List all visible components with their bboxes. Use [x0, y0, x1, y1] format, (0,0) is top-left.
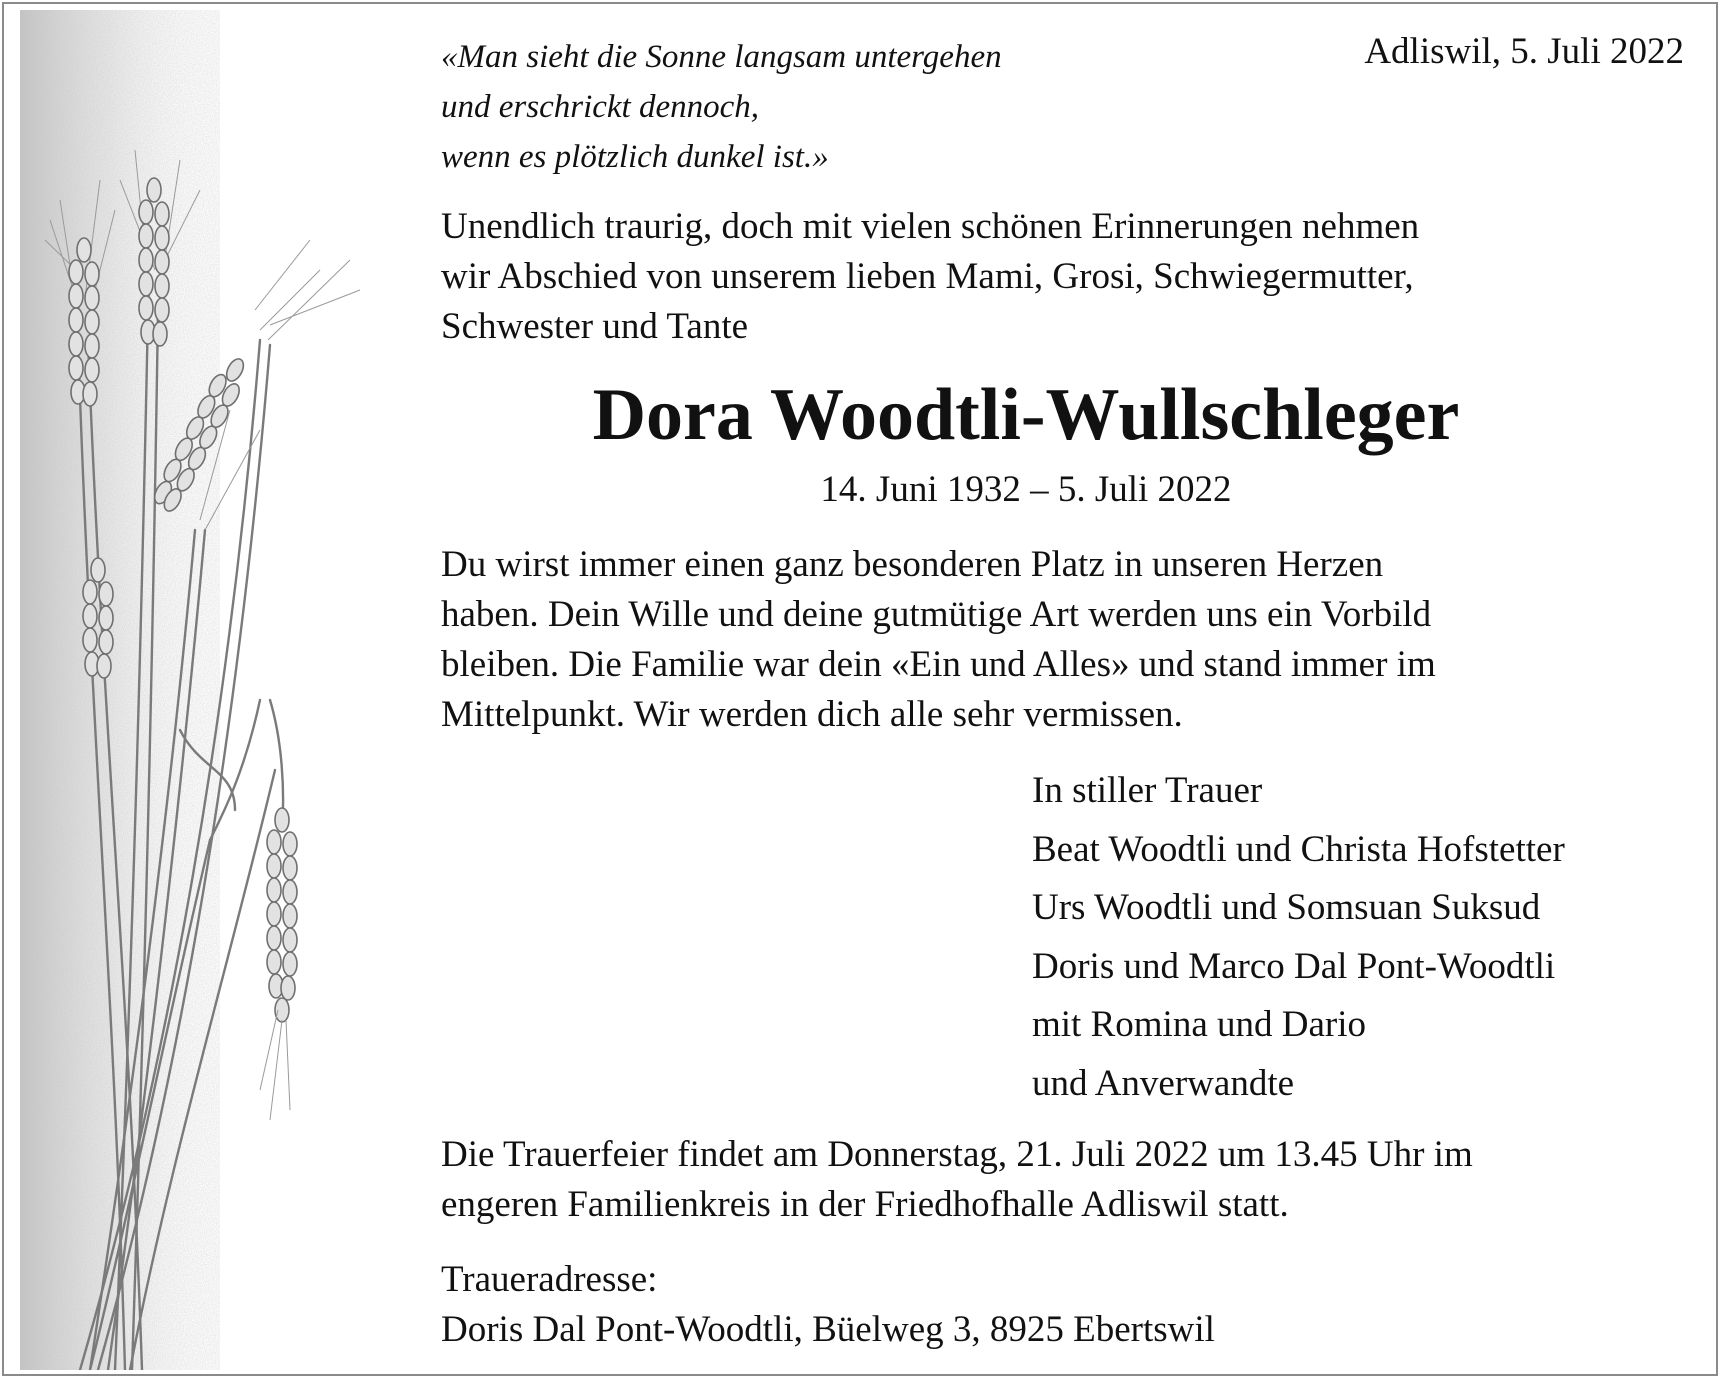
mourners-line: und Anverwandte [1032, 1062, 1295, 1104]
address-label: Traueradresse: [441, 1259, 658, 1300]
mourning-address [441, 1255, 1215, 1355]
wheat-illustration [20, 10, 400, 1370]
mourners-line: Beat Woodtli und Christa Hofstetter [1032, 828, 1565, 870]
intro-line: wir Abschied von unserem lieben Mami, Grosi, Schwiegermutter, [441, 256, 1414, 297]
message-line: bleiben. Die Familie war dein «Ein und Alles» und stand immer im [441, 644, 1436, 685]
mourners-line: Doris und Marco Dal Pont-Woodtli [1032, 945, 1556, 987]
message-line: Mittelpunkt. Wir werden dich alle sehr vermissen. [441, 694, 1183, 735]
mourners-line: In stiller Trauer [1032, 770, 1263, 811]
message-line: Du wirst immer einen ganz besonderen Platz in unseren Herzen [441, 544, 1384, 585]
intro-line: Unendlich traurig, doch mit vielen schönen Erinnerungen nehmen [441, 206, 1420, 247]
mourners-line: mit Romina und Dario [1032, 1004, 1366, 1045]
motto-line: «Man sieht die Sonne langsam untergehen [441, 39, 1002, 75]
life-dates: 14. Juni 1932 – 5. Juli 2022 [820, 469, 1232, 510]
message-paragraph [441, 540, 1436, 740]
intro-paragraph [441, 202, 1419, 352]
ceremony-line: Die Trauerfeier findet am Donnerstag, 21. Juli 2022 um 13.45 Uhr im [441, 1134, 1473, 1175]
message-line: haben. Dein Wille und deine gutmütige Art werden uns ein Vorbild [441, 594, 1432, 635]
ceremony-info [441, 1130, 1473, 1230]
mourners-list [1032, 762, 1565, 1113]
deceased-name: Dora Woodtli-Wullschleger [592, 374, 1460, 456]
motto-quote [441, 32, 1002, 182]
address-line: Doris Dal Pont-Woodtli, Büelweg 3, 8925 Ebertswil [441, 1309, 1215, 1350]
motto-line: wenn es plötzlich dunkel ist.» [441, 139, 829, 175]
intro-line: Schwester und Tante [441, 306, 749, 347]
place-date: Adliswil, 5. Juli 2022 [1364, 31, 1684, 72]
mourners-line: Urs Woodtli und Somsuan Suksud [1032, 887, 1541, 928]
ceremony-line: engeren Familienkreis in der Friedhofhalle Adliswil statt. [441, 1184, 1289, 1225]
motto-line: und erschrickt dennoch, [441, 89, 759, 125]
